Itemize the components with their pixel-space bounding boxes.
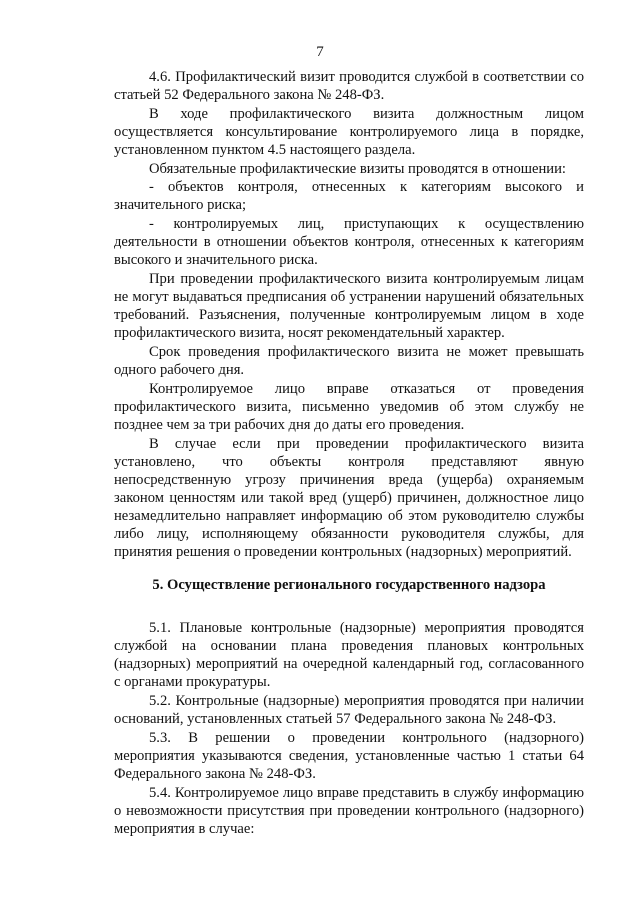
- paragraph-mandatory-visits: Обязательные профилактические визиты проводятся в отношении:: [149, 161, 566, 177]
- paragraph-no-orders: При проведении профилактического визита контролируемым лицам не могут выдаваться предписания об устранении нарушений обязательных требований. Разъяснения, полученные контролируемым лицом в ходе профилактического визита, носят рекомендательный характер.: [114, 271, 584, 341]
- paragraph-duration: Срок проведения профилактического визита не может превышать одного рабочего дня.: [114, 344, 584, 378]
- paragraph-5-1: 5.1. Плановые контрольные (надзорные) мероприятия проводятся службой на основании плана проведения плановых контрольных (надзорных) мероприятий на очередной календарный год, согласованного с органами прокуратуры.: [114, 620, 584, 690]
- paragraph-5-3: 5.3. В решении о проведении контрольного (надзорного) мероприятия указываются сведения, установленные частью 1 статьи 64 Федерального закона № 248-ФЗ.: [114, 730, 584, 782]
- paragraph-threat: В случае если при проведении профилактического визита установлено, что объекты контроля представляют явную непосредственную угрозу причинения вреда (ущерба) охраняемым законом ценностям или такой вред (ущерб) причинен, должностное лицо незамедлительно направляет информацию об этом руководителю службы либо лицу, исполняющему обязанности руководителя службы, для принятия решения о проведении контрольных (надзорных) мероприятий.: [114, 436, 584, 560]
- section-4-text: [114, 68, 584, 561]
- paragraph-4-6: 4.6. Профилактический визит проводится службой в соответствии со статьей 52 Федерального закона № 248-ФЗ.: [114, 69, 584, 103]
- paragraph-5-4: 5.4. Контролируемое лицо вправе представить в службу информацию о невозможности присутствия при проведении контрольного (надзорного) мероприятия в случае:: [114, 785, 584, 837]
- page-number: 7: [316, 44, 324, 60]
- section-5-text: [114, 619, 584, 838]
- section-5-heading: 5. Осуществление регионального государственного надзора: [152, 577, 546, 593]
- paragraph-consultation: В ходе профилактического визита должностным лицом осуществляется консультирование контролируемого лица в порядке, установленном пунктом 4.5 настоящего раздела.: [114, 106, 584, 158]
- paragraph-5-2: 5.2. Контрольные (надзорные) мероприятия проводятся при наличии оснований, установленных статьей 57 Федерального закона № 248-ФЗ.: [114, 693, 584, 727]
- paragraph-refusal: Контролируемое лицо вправе отказаться от проведения профилактического визита, письменно уведомив об этом службу не позднее чем за три рабочих дня до даты его проведения.: [114, 381, 584, 433]
- list-item-persons: - контролируемых лиц, приступающих к осуществлению деятельности в отношении объектов контроля, отнесенных к категориям высокого и значительного риска.: [114, 216, 584, 268]
- list-item-objects: - объектов контроля, отнесенных к категориям высокого и значительного риска;: [114, 179, 584, 213]
